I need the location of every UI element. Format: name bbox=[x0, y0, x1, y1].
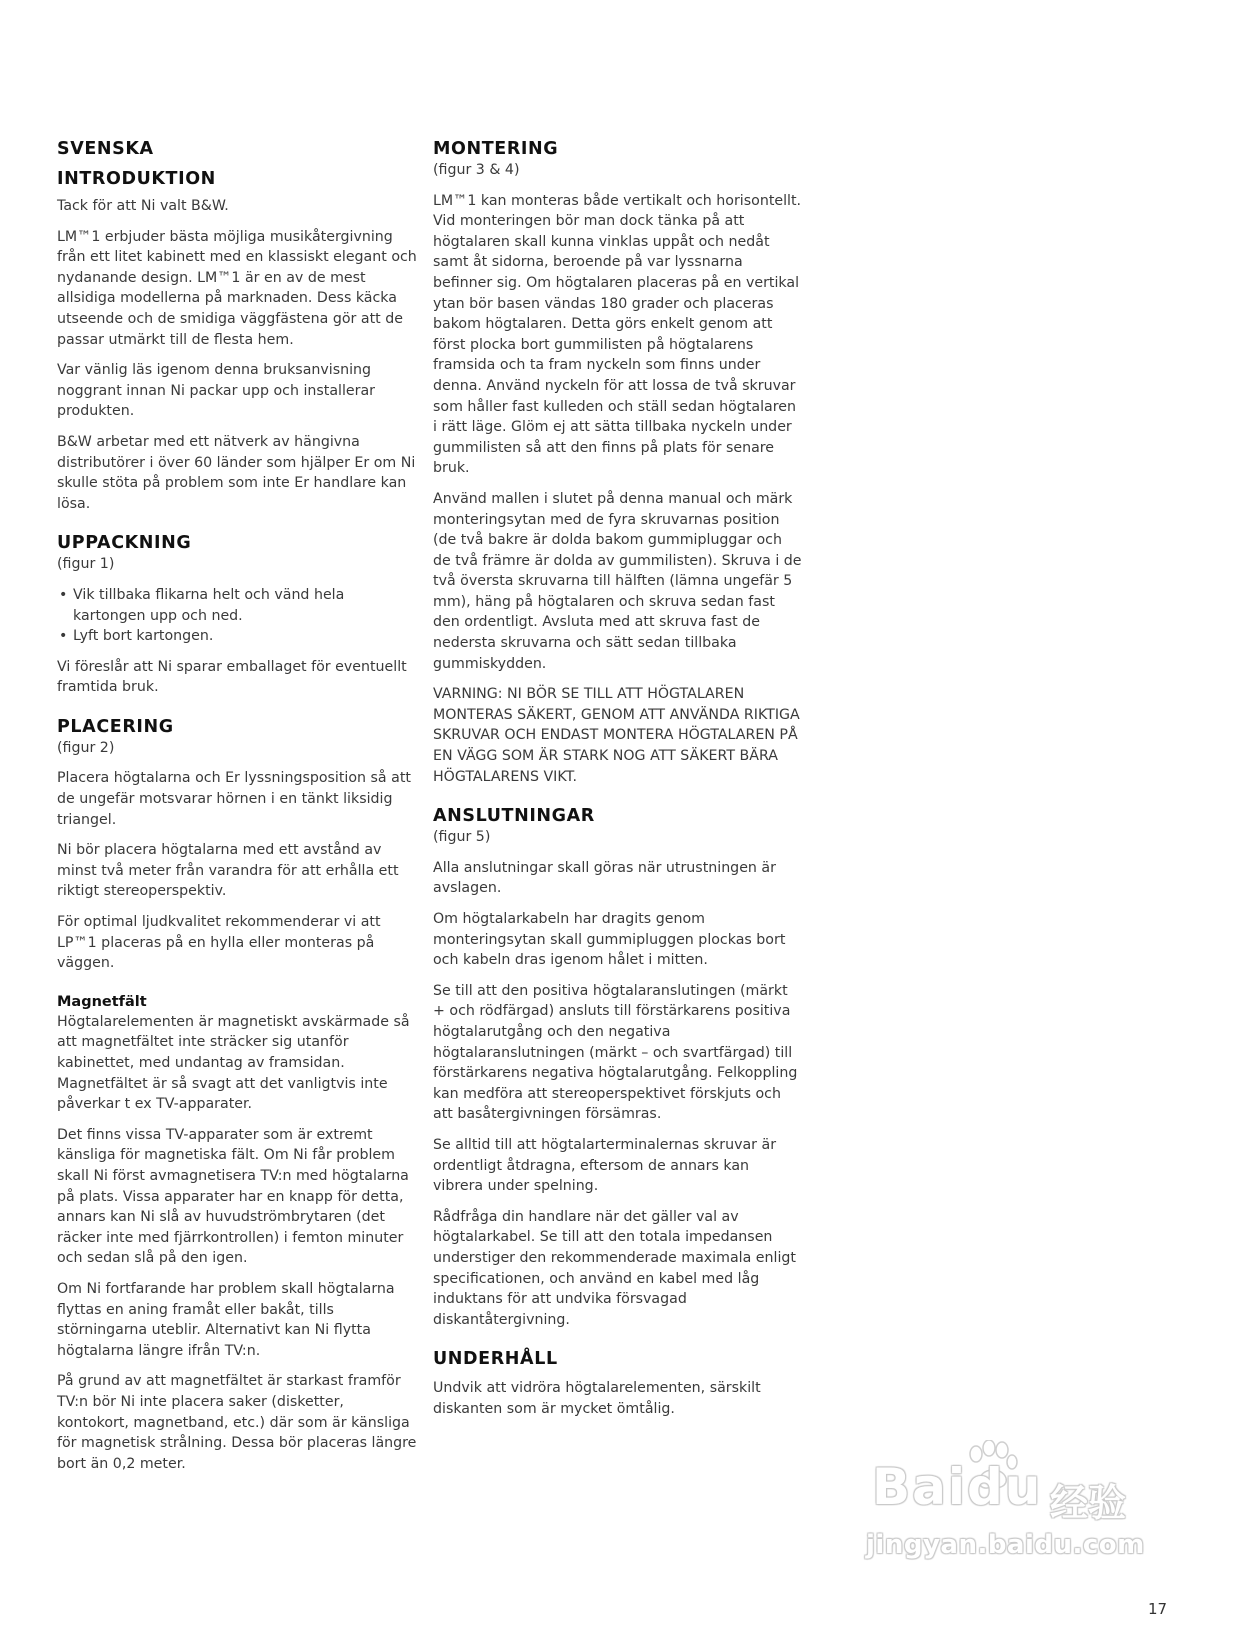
connections-figure-ref: (figur 5) bbox=[433, 829, 491, 846]
placement-paragraph: För optimal ljudkvalitet rekommenderar vi att LP™1 placeras på en hylla eller monteras på väggen. bbox=[57, 914, 381, 972]
unpacking-paragraph: Vi föreslår att Ni sparar emballaget för eventuellt framtida bruk. bbox=[57, 658, 407, 696]
placement-figure-ref: (figur 2) bbox=[57, 739, 115, 756]
list-item: • Vik tillbaka flikarna helt och vänd hela kartongen upp och ned. bbox=[59, 586, 345, 624]
connections-heading: ANSLUTNINGAR bbox=[433, 806, 595, 827]
placement-heading: PLACERING bbox=[57, 716, 174, 737]
language-heading: SVENSKA bbox=[57, 139, 154, 159]
unpacking-heading: UPPACKNING bbox=[57, 533, 192, 554]
maintenance-paragraph: Undvik att vidröra högtalarelementen, särskilt diskanten som är mycket ömtålig. bbox=[433, 1380, 761, 1417]
intro-paragraph: Var vänlig läs igenom denna bruksanvisning noggrant innan Ni packar upp och installerar produkten. bbox=[57, 362, 376, 420]
baidu-watermark bbox=[862, 1440, 1182, 1575]
list-item: • Lyft bort kartongen. bbox=[59, 628, 214, 645]
page-number: 17 bbox=[1148, 1600, 1168, 1618]
placement-paragraph: Ni bör placera högtalarna med ett avstånd av minst två meter från varandra för att erhålla ett riktigt stereoperspektiv. bbox=[57, 842, 399, 900]
magnetic-paragraph: Det finns vissa TV-apparater som är extremt känsliga för magnetiska fält. Om Ni får problem skall Ni först avmagnetisera TV:n med högtalarna på plats. Vissa apparater har en knapp för detta, annars kan Ni slå av huvudströmbrytaren (det räcker inte med fjärrkontrollen) i femton minuter och sedan slå på den igen. bbox=[57, 1126, 409, 1267]
connections-paragraph: Se till att den positiva högtalaranslutingen (märkt + och rödfärgad) ansluts till förstärkarens positiva högtalarutgång och den negativa högtalaranslutningen (märkt – och svartfärgad) till förstärkarens negativa högtalarutgång. Felkoppling kan medföra att stereoperspektivet förskjuts och att basåtergivningen försämras. bbox=[433, 982, 798, 1123]
mounting-heading: MONTERING bbox=[433, 139, 559, 159]
intro-heading: INTRODUKTION bbox=[57, 169, 216, 189]
mounting-paragraph: Använd mallen i slutet på denna manual och märk monteringsytan med de fyra skruvarnas position (de två bakre är dolda bakom gummipluggar och de två främre är dolda av gummilisten). Skruva i de två översta skruvarna till hälften (lämna ungefär 5 mm), häng på högtalaren och skruva sedan fast den ordentligt. Avsluta med att skruva fast de nedersta skruvarna och sätt sedan tillbaka gummiskydden. bbox=[433, 490, 802, 672]
mounting-warning: VARNING: NI BÖR SE TILL ATT HÖGTALAREN MONTERAS SÄKERT, GENOM ATT ANVÄNDA RIKTIGA SKRUVAR OCH ENDAST MONTERA HÖGTALAREN PÅ EN VÄGG SOM ÄR STARK NOG ATT SÄKERT BÄRA HÖGTALARENS VIKT. bbox=[433, 686, 800, 785]
unpacking-list bbox=[57, 585, 417, 647]
connections-paragraph: Rådfråga din handlare när det gäller val av högtalarkabel. Se till att den totala impedansen understiger den rekommenderade maximala enligt specificationen, och använd en kabel med låg induktans för att undvika försvagad diskantåtergivning. bbox=[433, 1208, 796, 1328]
intro-paragraph: LM™1 erbjuder bästa möjliga musikåtergivning från ett litet kabinett med en klassiskt elegant och nydanande design. LM™1 är en av de mest allsidiga modellerna på marknaden. Dess käcka utseende och de smidiga väggfästena gör att de passar utmärkt till de flesta hem. bbox=[57, 228, 417, 348]
connections-paragraph: Alla anslutningar skall göras när utrustningen är avslagen. bbox=[433, 859, 776, 897]
watermark-url: jingyan.baidu.com bbox=[866, 1530, 1145, 1560]
intro-paragraph: B&W arbetar med ett nätverk av hängivna distributörer i över 60 länder som hjälper Er om Ni skulle stöta på problem som inte Er handlare kan lösa. bbox=[57, 433, 416, 512]
left-column bbox=[57, 138, 417, 1484]
right-column bbox=[433, 138, 803, 1429]
unpacking-figure-ref: (figur 1) bbox=[57, 556, 115, 573]
watermark-logo: Baidu bbox=[872, 1458, 1043, 1516]
mounting-paragraph: LM™1 kan monteras både vertikalt och horisontellt. Vid monteringen bör man dock tänka på att högtalaren skall kunna vinklas uppåt och nedåt samt åt sidorna, beroende på var lyssnarna befinner sig. Om högtalaren placeras på en vertikal ytan bör basen vändas 180 grader och placeras bakom högtalaren. Detta görs enkelt genom att först plocka bort gummilisten på högtalarens framsida och ta fram nyckeln som finns under denna. Använd nyckeln för att lossa de två skruvar som håller fast kulleden och ställ sedan högtalaren i rätt läge. Glöm ej att sätta tillbaka nyckeln under gummilisten så att den finns på plats för senare bruk. bbox=[433, 192, 802, 477]
mounting-figure-ref: (figur 3 & 4) bbox=[433, 162, 520, 178]
connections-paragraph: Se alltid till att högtalarterminalernas skruvar är ordentligt åtdragna, eftersom de annars kan vibrera under spelning. bbox=[433, 1136, 777, 1195]
magnetic-heading: Magnetfält bbox=[57, 993, 147, 1010]
placement-paragraph: Placera högtalarna och Er lyssningsposition så att de ungefär motsvarar hörnen i en tänkt liksidig triangel. bbox=[57, 770, 411, 828]
magnetic-paragraph: På grund av att magnetfältet är starkast framför TV:n bör Ni inte placera saker (disketter, kontokort, magnetband, etc.) där som är känsliga för magnetisk strålning. Dessa bör placeras längre bort än 0,2 meter. bbox=[57, 1373, 417, 1472]
maintenance-heading: UNDERHÅLL bbox=[433, 1349, 558, 1370]
connections-paragraph: Om högtalarkabeln har dragits genom monteringsytan skall gummipluggen plockas bort och kabeln dras igenom hålet i mitten. bbox=[433, 911, 786, 969]
magnetic-paragraph: Om Ni fortfarande har problem skall högtalarna flyttas en aning framåt eller bakåt, tills störningarna uteblir. Alternativt kan Ni flytta högtalarna längre ifrån TV:n. bbox=[57, 1280, 395, 1359]
intro-paragraph: Tack för att Ni valt B&W. bbox=[57, 198, 229, 214]
watermark-cn: 经验 bbox=[1050, 1481, 1127, 1525]
magnetic-paragraph: Högtalarelementen är magnetiskt avskärmade så att magnetfältet inte sträcker sig utanför kabinettet, med undantag av framsidan. Magnetfältet är så svagt att det vanligtvis inte påverkar t ex TV-apparater. bbox=[57, 1013, 410, 1113]
